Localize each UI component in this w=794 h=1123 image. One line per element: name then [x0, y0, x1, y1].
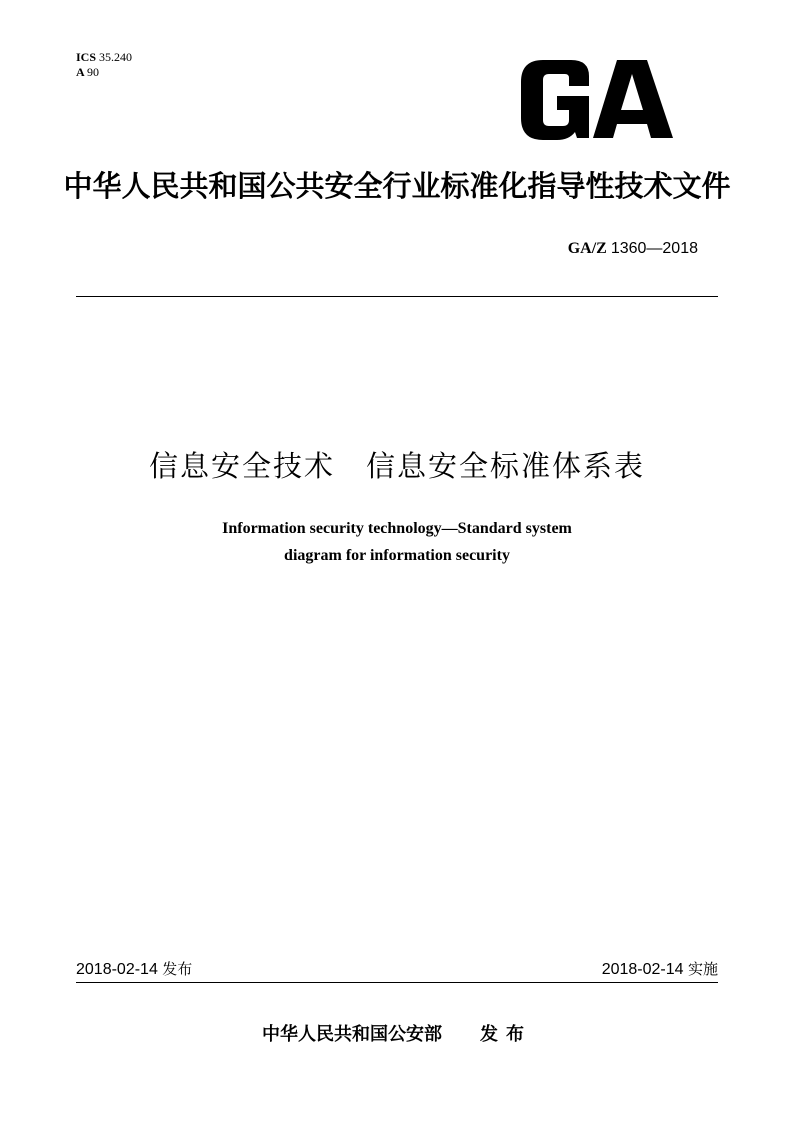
ics-label: ICS: [76, 50, 97, 64]
ics-value: 35.240: [99, 50, 133, 64]
document-type: 中华人民共和国公共安全行业标准化指导性技术文件: [63, 169, 731, 203]
ga-logo-letter-a: [593, 60, 673, 138]
issue-date-label: 发布: [162, 960, 193, 978]
standard-prefix: GA/Z: [567, 240, 607, 257]
implementation-date-value: 2018-02-14: [601, 961, 684, 978]
classification-codes: [76, 50, 132, 80]
header-divider: [76, 296, 718, 297]
standard-digits: 1360—2018: [610, 240, 698, 257]
ga-logo: [517, 60, 675, 140]
ccs-value: 90: [87, 65, 100, 79]
issuer-action: 发布: [480, 1024, 532, 1045]
title-english: [0, 515, 794, 569]
title-english-line-1: Information security technology—Standard system: [222, 520, 572, 537]
standard-number: [568, 240, 698, 258]
ccs-code: [76, 65, 132, 80]
issuing-authority: [0, 1020, 794, 1046]
implementation-date: [602, 958, 718, 979]
ics-code: [76, 50, 132, 65]
title-chinese: 信息安全技术 信息安全标准体系表: [148, 449, 645, 483]
footer-divider: [76, 982, 718, 983]
implementation-date-label: 实施: [687, 960, 718, 978]
issue-date: [76, 958, 192, 979]
ccs-label: A: [76, 65, 85, 79]
issue-date-value: 2018-02-14: [76, 961, 158, 978]
issuer-name: 中华人民共和国公安部: [262, 1024, 442, 1045]
ga-logo-letter-g: [521, 60, 589, 140]
title-english-line-2: diagram for information security: [284, 547, 510, 564]
